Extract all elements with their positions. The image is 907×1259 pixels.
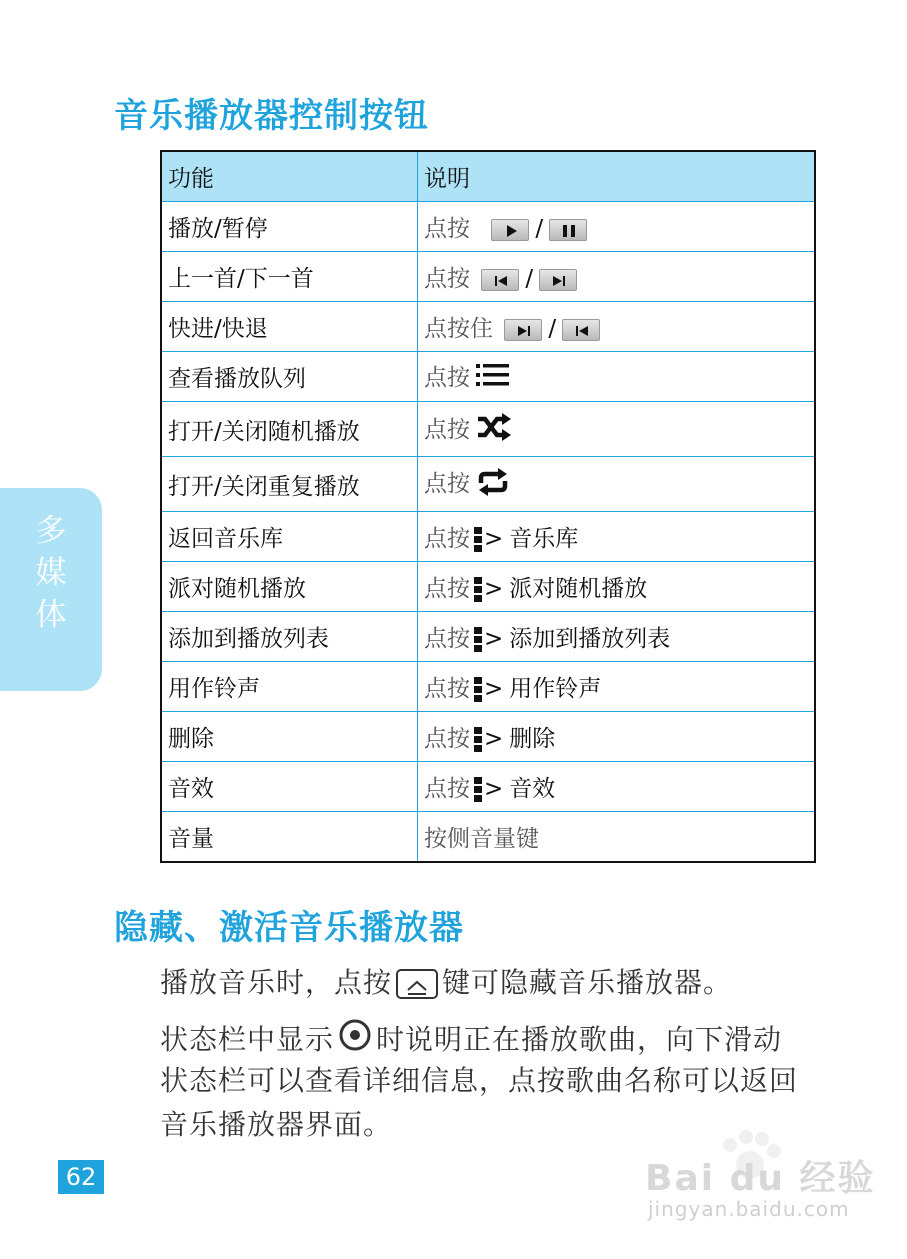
side-tab-multimedia <box>0 488 102 691</box>
side-tab-char: 媒 <box>35 555 67 591</box>
row-prefix: 点按 <box>424 216 470 242</box>
watermark-text: Bai du 经验 <box>645 1158 876 1199</box>
home-key-icon <box>396 969 438 999</box>
menu-dots-icon <box>474 627 482 653</box>
row-description <box>418 562 816 612</box>
next-icon <box>539 269 577 291</box>
previous-icon <box>481 269 519 291</box>
row-function: 用作铃声 <box>161 662 418 712</box>
table-row <box>161 512 815 562</box>
row-description: 按侧音量键 <box>418 812 816 863</box>
row-description <box>418 302 816 352</box>
row-function: 打开/关闭重复播放 <box>161 457 418 512</box>
slash: / <box>525 266 534 292</box>
row-description <box>418 402 816 457</box>
table-row <box>161 202 815 252</box>
previous-icon <box>562 319 600 341</box>
table-row <box>161 762 815 812</box>
page-number: 62 <box>58 1160 104 1194</box>
para-text: 时说明正在播放歌曲，向下滑动 <box>376 1023 783 1056</box>
row-description <box>418 612 816 662</box>
table-row <box>161 457 815 512</box>
music-status-icon <box>338 1018 372 1064</box>
row-function: 查看播放队列 <box>161 352 418 402</box>
row-function: 播放/暂停 <box>161 202 418 252</box>
menu-dots-icon <box>474 727 482 753</box>
pause-icon <box>549 219 587 241</box>
row-description <box>418 352 816 402</box>
row-description <box>418 202 816 252</box>
row-function: 快进/快退 <box>161 302 418 352</box>
table-row <box>161 302 815 352</box>
row-description <box>418 457 816 512</box>
row-function: 删除 <box>161 712 418 762</box>
next-icon <box>504 319 542 341</box>
header-function: 功能 <box>161 151 418 202</box>
gt-symbol: > <box>484 626 504 652</box>
menu-dots-icon <box>474 527 482 553</box>
row-function: 音量 <box>161 812 418 863</box>
side-tab-char: 体 <box>35 597 67 633</box>
table-row <box>161 352 815 402</box>
table-row <box>161 402 815 457</box>
row-target: 音效 <box>509 776 556 802</box>
row-prefix: 点按 <box>424 416 470 443</box>
row-function: 添加到播放列表 <box>161 612 418 662</box>
row-target: 派对随机播放 <box>509 576 648 602</box>
row-prefix: 点按 <box>424 776 470 802</box>
row-description <box>418 662 816 712</box>
row-target: 用作铃声 <box>509 676 602 702</box>
row-function: 返回音乐库 <box>161 512 418 562</box>
para-text: 播放音乐时，点按 <box>160 966 393 999</box>
slash: / <box>535 216 544 242</box>
header-description: 说明 <box>418 151 816 202</box>
row-prefix: 点按住 <box>424 316 493 342</box>
menu-dots-icon <box>474 577 482 603</box>
shuffle-icon <box>476 413 512 447</box>
menu-dots-icon <box>474 777 482 803</box>
row-description <box>418 252 816 302</box>
row-prefix: 点按 <box>424 676 470 702</box>
paragraph-hide-player <box>160 962 732 1004</box>
gt-symbol: > <box>484 776 504 802</box>
row-description <box>418 712 816 762</box>
gt-symbol: > <box>484 676 504 702</box>
table-row <box>161 562 815 612</box>
row-target: 删除 <box>509 726 556 752</box>
paragraph-status-line3: 音乐播放器界面。 <box>160 1108 393 1141</box>
section-title-music-controls: 音乐播放器控制按钮 <box>114 96 429 136</box>
paragraph-status-line2: 状态栏可以查看详细信息，点按歌曲名称可以返回 <box>160 1064 799 1097</box>
queue-list-icon <box>476 362 510 394</box>
menu-dots-icon <box>474 677 482 703</box>
row-target: 添加到播放列表 <box>509 626 671 652</box>
play-icon <box>491 219 529 241</box>
row-prefix: 点按 <box>424 266 470 292</box>
row-description <box>418 512 816 562</box>
row-prefix: 点按 <box>424 626 470 652</box>
table-row <box>161 662 815 712</box>
slash: / <box>548 316 557 342</box>
row-target: 音乐库 <box>509 526 579 552</box>
table-row <box>161 712 815 762</box>
row-prefix: 点按 <box>424 576 470 602</box>
row-description <box>418 762 816 812</box>
table-row <box>161 252 815 302</box>
row-prefix: 点按 <box>424 364 470 391</box>
row-function: 派对随机播放 <box>161 562 418 612</box>
table-row <box>161 612 815 662</box>
row-prefix: 点按 <box>424 526 470 552</box>
side-tab-char: 多 <box>35 513 67 549</box>
gt-symbol: > <box>484 576 504 602</box>
watermark-url: jingyan.baidu.com <box>648 1197 850 1221</box>
para-text: 键可隐藏音乐播放器。 <box>442 966 733 999</box>
section-title-hide-player: 隐藏、激活音乐播放器 <box>114 908 464 948</box>
table-row <box>161 812 815 863</box>
row-function: 上一首/下一首 <box>161 252 418 302</box>
row-prefix: 点按 <box>424 471 470 498</box>
gt-symbol: > <box>484 726 504 752</box>
row-function: 音效 <box>161 762 418 812</box>
para-text: 状态栏中显示 <box>160 1023 335 1056</box>
row-function: 打开/关闭随机播放 <box>161 402 418 457</box>
row-prefix: 点按 <box>424 726 470 752</box>
repeat-icon <box>476 467 510 503</box>
gt-symbol: > <box>484 526 504 552</box>
table-header-row <box>161 151 815 202</box>
paragraph-status-line1 <box>160 1018 782 1064</box>
controls-table <box>160 150 816 863</box>
